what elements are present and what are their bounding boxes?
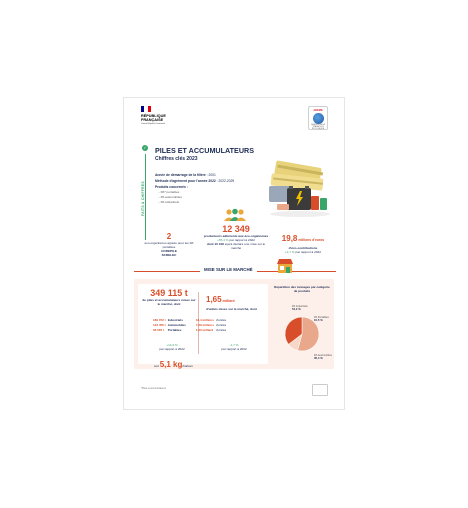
products-list xyxy=(155,190,234,204)
sidebar-label: FAITS & CHIFFRES xyxy=(141,181,145,216)
page-title: PILES ET ACCUMULATEURS xyxy=(155,146,255,155)
pie-title: Répartition des tonnages par catégorie de produits xyxy=(274,285,330,293)
units-value: 1,65 milliard xyxy=(206,295,235,304)
approval-method: Méthode d'agrément pour l'année 2022 : 2022-2029 xyxy=(155,179,235,183)
table-row: 189 072 t Industriels 18,4 millions d'unités xyxy=(153,317,227,322)
footnote: *Piles et accumulateurs xyxy=(141,387,166,390)
table-row: 123 456 t Automobiles 7,29 millions d'unités xyxy=(153,322,227,327)
category-table xyxy=(152,317,227,333)
units-change: -1,7 % par rapport à 2022 xyxy=(221,343,247,352)
start-year: Année de démarrage de la filière : 2001 xyxy=(155,173,216,177)
table-row: 36 587 t Portables 1,63 milliard d'unités xyxy=(153,327,227,332)
republique-francaise-logo xyxy=(141,106,181,126)
tonnage-change: +14,6 % par rapport à 2022 xyxy=(159,343,185,352)
battery-illustration xyxy=(267,162,333,219)
producers-text: producteurs adhérents aux éco-organismes xyxy=(203,234,269,238)
shop-icon xyxy=(276,258,294,274)
slice-value: 54,2 % xyxy=(292,307,301,311)
contributions-stat xyxy=(272,228,334,254)
list-item: – PA industriels xyxy=(158,200,234,204)
tonnage-stat xyxy=(142,288,196,306)
producers-detail: dont 10 318 ayant déclaré une mise sur le marché xyxy=(206,242,266,251)
eco-count: 2 xyxy=(166,232,172,241)
list-item: – PA* portables xyxy=(158,190,234,194)
people-icon xyxy=(222,208,248,222)
pie-chart xyxy=(274,298,330,364)
rf-motto: Liberté Égalité Fraternité xyxy=(141,123,165,126)
check-icon: ✓ xyxy=(143,145,147,150)
program-info xyxy=(155,173,234,205)
slice-label: PA Automobiles xyxy=(314,354,332,357)
per-capita: soit 5,1 kg/hab/an xyxy=(154,360,193,369)
eco-name: COREPILE xyxy=(161,249,177,254)
contrib-change: +4,7 % par rapport à 2022 xyxy=(284,250,322,255)
units-text: d'unités mises sur le marché, dont xyxy=(206,307,257,311)
page-subtitle: Chiffres clés 2023 xyxy=(155,156,198,162)
tonnage-value: 349 115 t xyxy=(150,288,188,298)
slice-label: PA Industriels xyxy=(292,305,308,308)
rf-name: RÉPUBLIQUE FRANÇAISE xyxy=(141,114,166,123)
tonnage-text: de piles et accumulateurs mises sur le marché, dont xyxy=(142,298,196,307)
producers-change: +55,4 % par rapport à 2022 xyxy=(217,238,255,243)
producers-stat xyxy=(202,224,270,250)
eco-text: éco-organismes agréés pour les PA portables xyxy=(144,241,194,250)
units-stat xyxy=(206,289,264,311)
contrib-value: 19,8 millions d'euros xyxy=(281,234,325,243)
slice-label: PA Portables xyxy=(314,316,329,319)
products-heading: Produits concernés : xyxy=(155,185,188,189)
french-flag-icon xyxy=(141,106,151,112)
slice-value: 10,5 % xyxy=(314,318,323,322)
contrib-text: d'éco-contributions xyxy=(288,246,318,250)
section-title: MISE SUR LE MARCHÉ xyxy=(200,267,257,272)
list-item: – PA automobiles xyxy=(158,195,234,199)
producers-value: 12 349 xyxy=(222,224,250,234)
battery-stack-icon xyxy=(269,160,330,217)
ademe-globe-icon xyxy=(313,113,324,124)
footer-logo xyxy=(312,384,328,396)
ademe-logo: ADEME AGENCE DE LA TRANSITION ÉCOLOGIQUE xyxy=(308,106,328,130)
fact-sheet-page xyxy=(123,97,345,410)
eco-organisms-stat xyxy=(138,224,200,257)
slice-value: 35,4 % xyxy=(314,356,323,360)
eco-name: SCRELEC xyxy=(161,253,177,258)
